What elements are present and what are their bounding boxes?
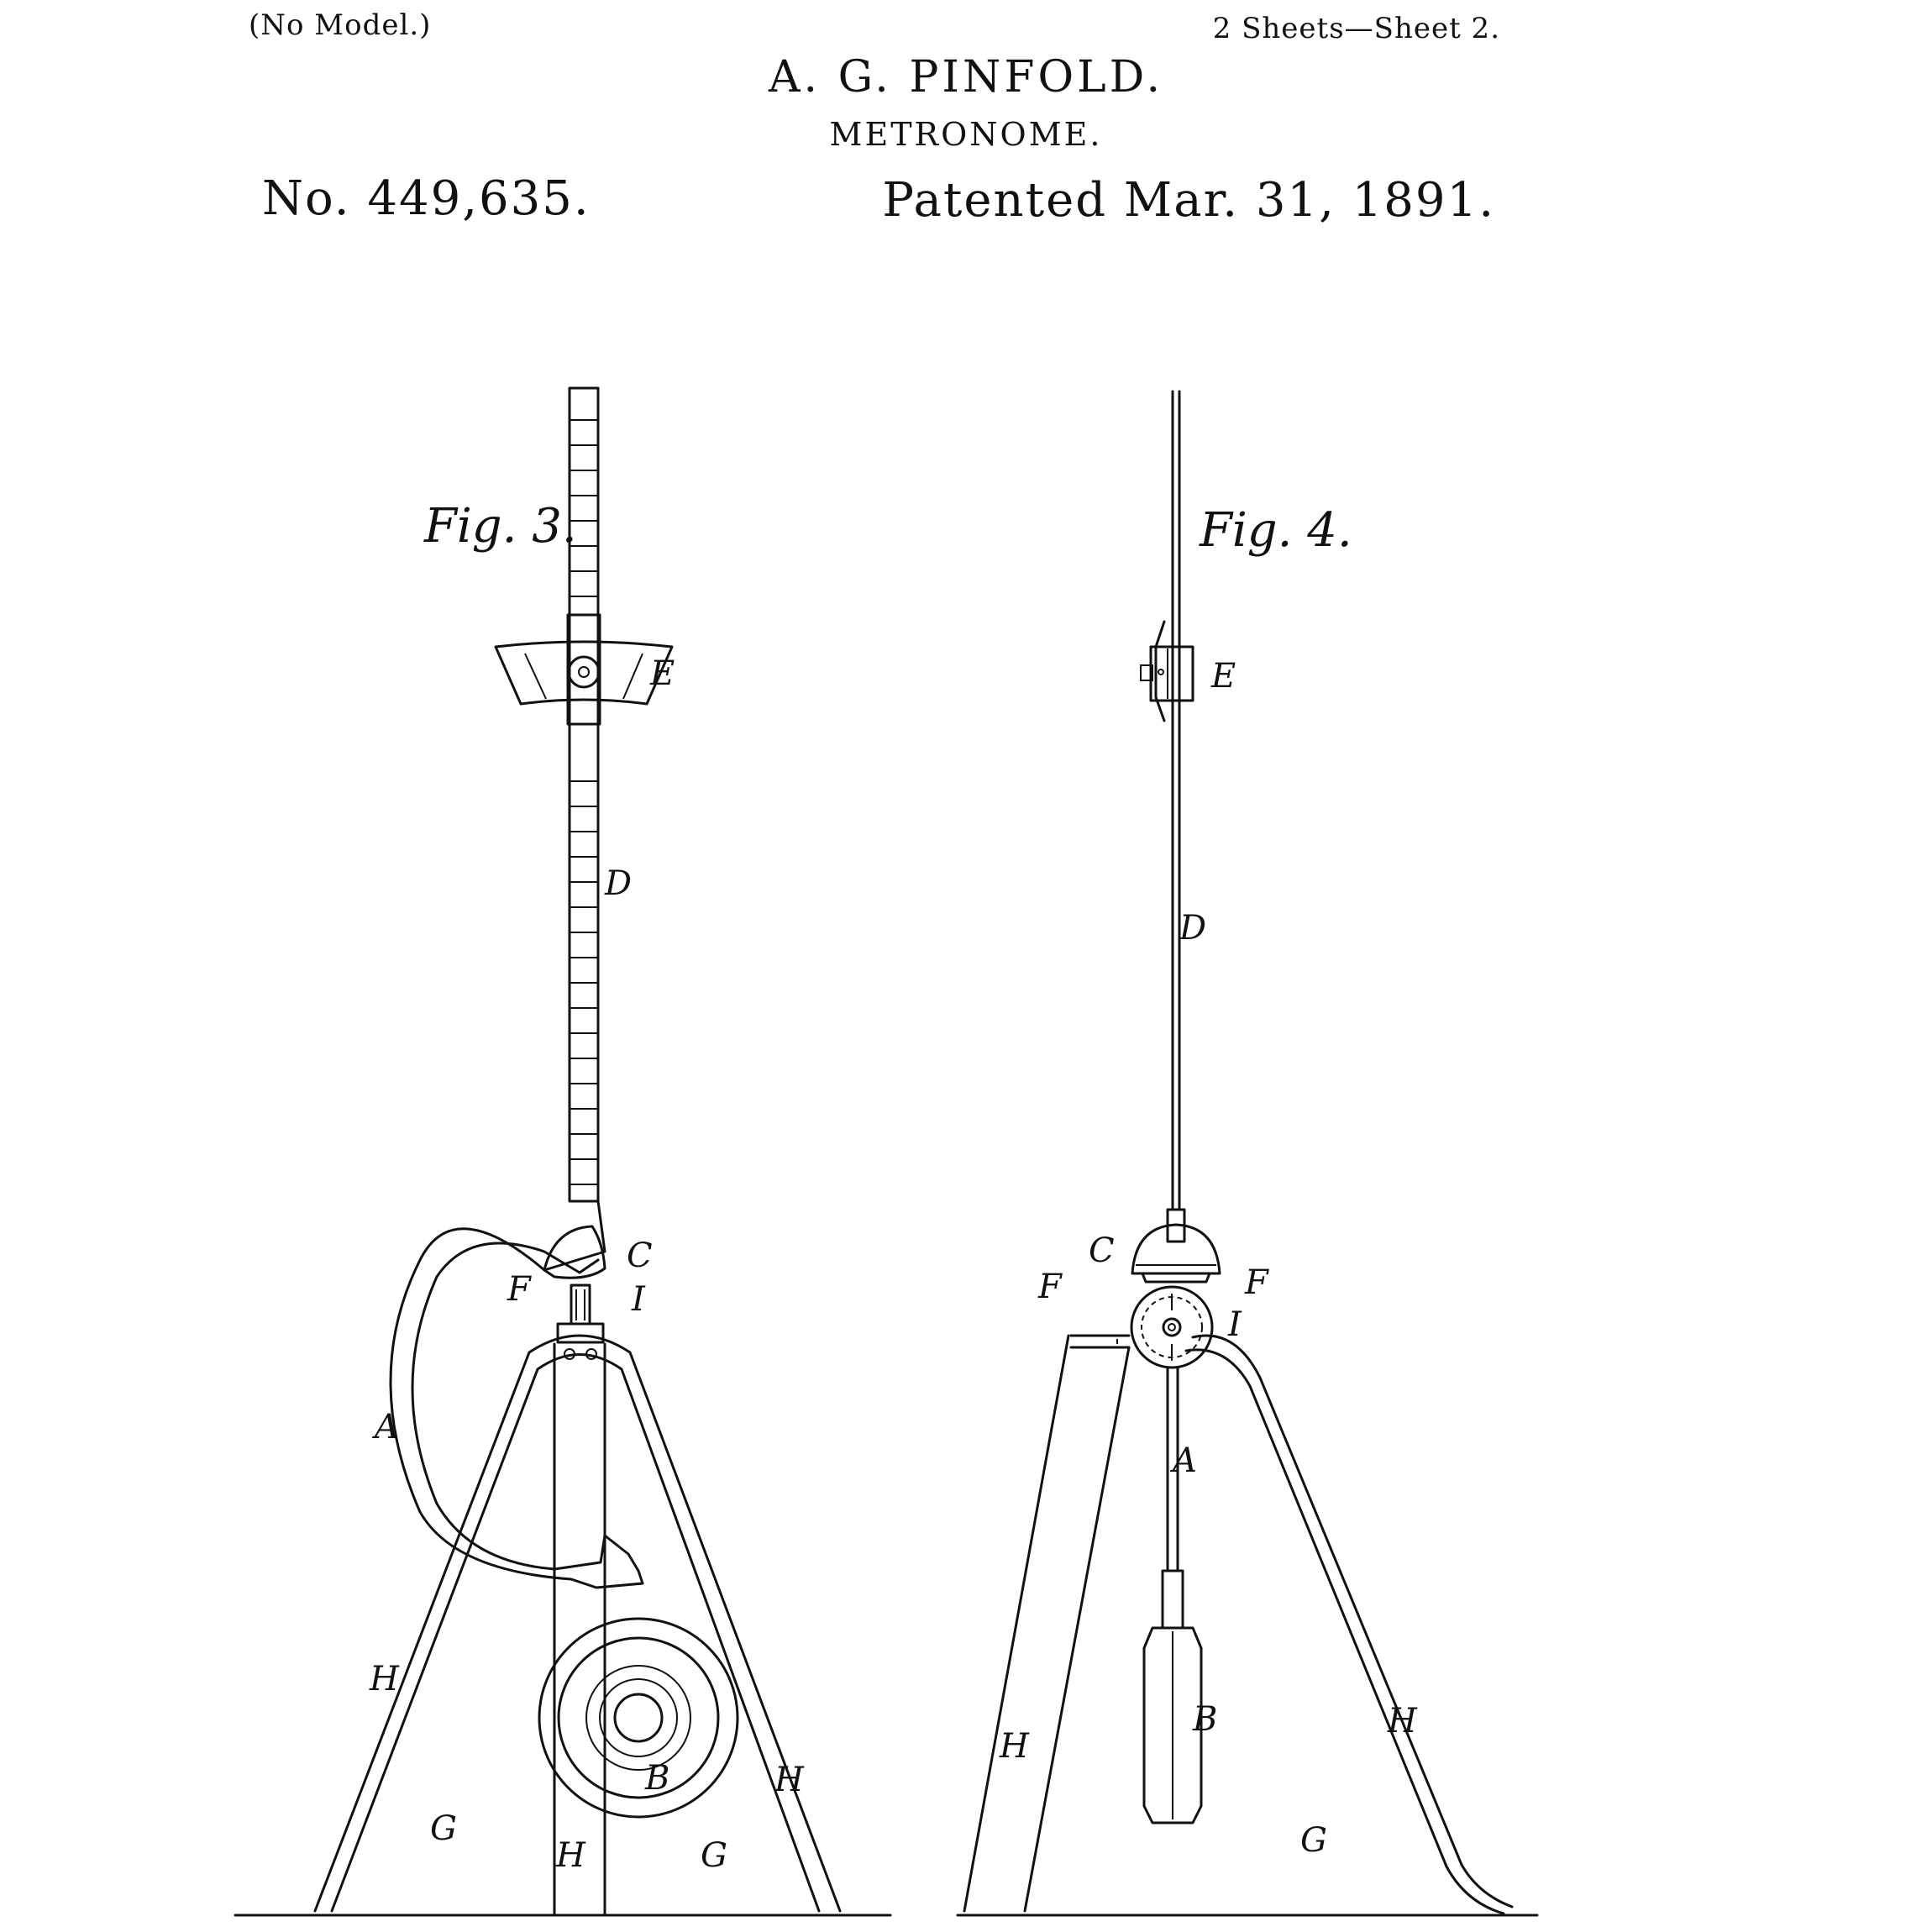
fig4-ref-E: E: [1211, 657, 1236, 696]
fig3-base: [235, 1336, 890, 1915]
sheet-number: 2 Sheets—Sheet 2.: [1212, 12, 1500, 45]
fig3-escapement: [558, 1285, 603, 1359]
figure-4: [958, 391, 1537, 1915]
patent-number: No. 449,635.: [262, 171, 591, 226]
fig4-ref-G: G: [1300, 1821, 1327, 1860]
fig4-label: Fig. 4.: [1200, 503, 1352, 558]
fig4-ref-A: A: [1173, 1441, 1197, 1480]
figure-3: [235, 388, 890, 1915]
fig3-ref-G2: G: [701, 1836, 727, 1875]
fig4-ref-F2: F: [1245, 1263, 1268, 1302]
fig4-ref-C: C: [1089, 1231, 1115, 1270]
fig3-ref-I: I: [632, 1280, 645, 1319]
patent-subject: METRONOME.: [829, 116, 1103, 153]
fig4-escapement-wheel: [1131, 1287, 1212, 1368]
fig3-ref-F: F: [507, 1270, 531, 1309]
fig3-label: Fig. 3.: [424, 499, 577, 554]
fig3-ref-H2: H: [774, 1761, 804, 1799]
fig4-ref-D: D: [1179, 909, 1207, 948]
fig3-wheel: [539, 1619, 738, 1817]
fig4-ref-I: I: [1228, 1305, 1242, 1344]
fig4-pivot-cap: [1132, 1225, 1220, 1282]
fig4-ref-F1: F: [1038, 1268, 1062, 1306]
inventor-name: A. G. PINFOLD.: [769, 52, 1163, 102]
fig4-ref-H2: H: [1388, 1702, 1417, 1740]
fig3-ref-G1: G: [430, 1809, 457, 1848]
fig4-lower-rod: [1163, 1368, 1183, 1628]
fig3-ref-H3: H: [556, 1836, 585, 1875]
fig4-sliding-weight: [1141, 622, 1193, 721]
fig3-ref-E: E: [650, 654, 675, 693]
fig4-ref-H1: H: [1000, 1727, 1029, 1766]
fig3-sliding-weight: [496, 615, 672, 724]
fig3-upright-stem: [554, 1344, 605, 1915]
fig3-ref-B: B: [645, 1759, 670, 1798]
no-model-note: (No Model.): [249, 8, 432, 42]
fig3-ref-A: A: [375, 1408, 399, 1446]
fig4-pendulum-rod: [1168, 391, 1184, 1242]
patent-date: Patented Mar. 31, 1891.: [882, 173, 1495, 228]
fig3-ref-D: D: [605, 864, 633, 903]
fig4-ref-B: B: [1193, 1700, 1218, 1739]
fig3-ref-H1: H: [370, 1660, 399, 1698]
fig3-ref-C: C: [627, 1236, 653, 1275]
fig4-base: [958, 1336, 1537, 1915]
